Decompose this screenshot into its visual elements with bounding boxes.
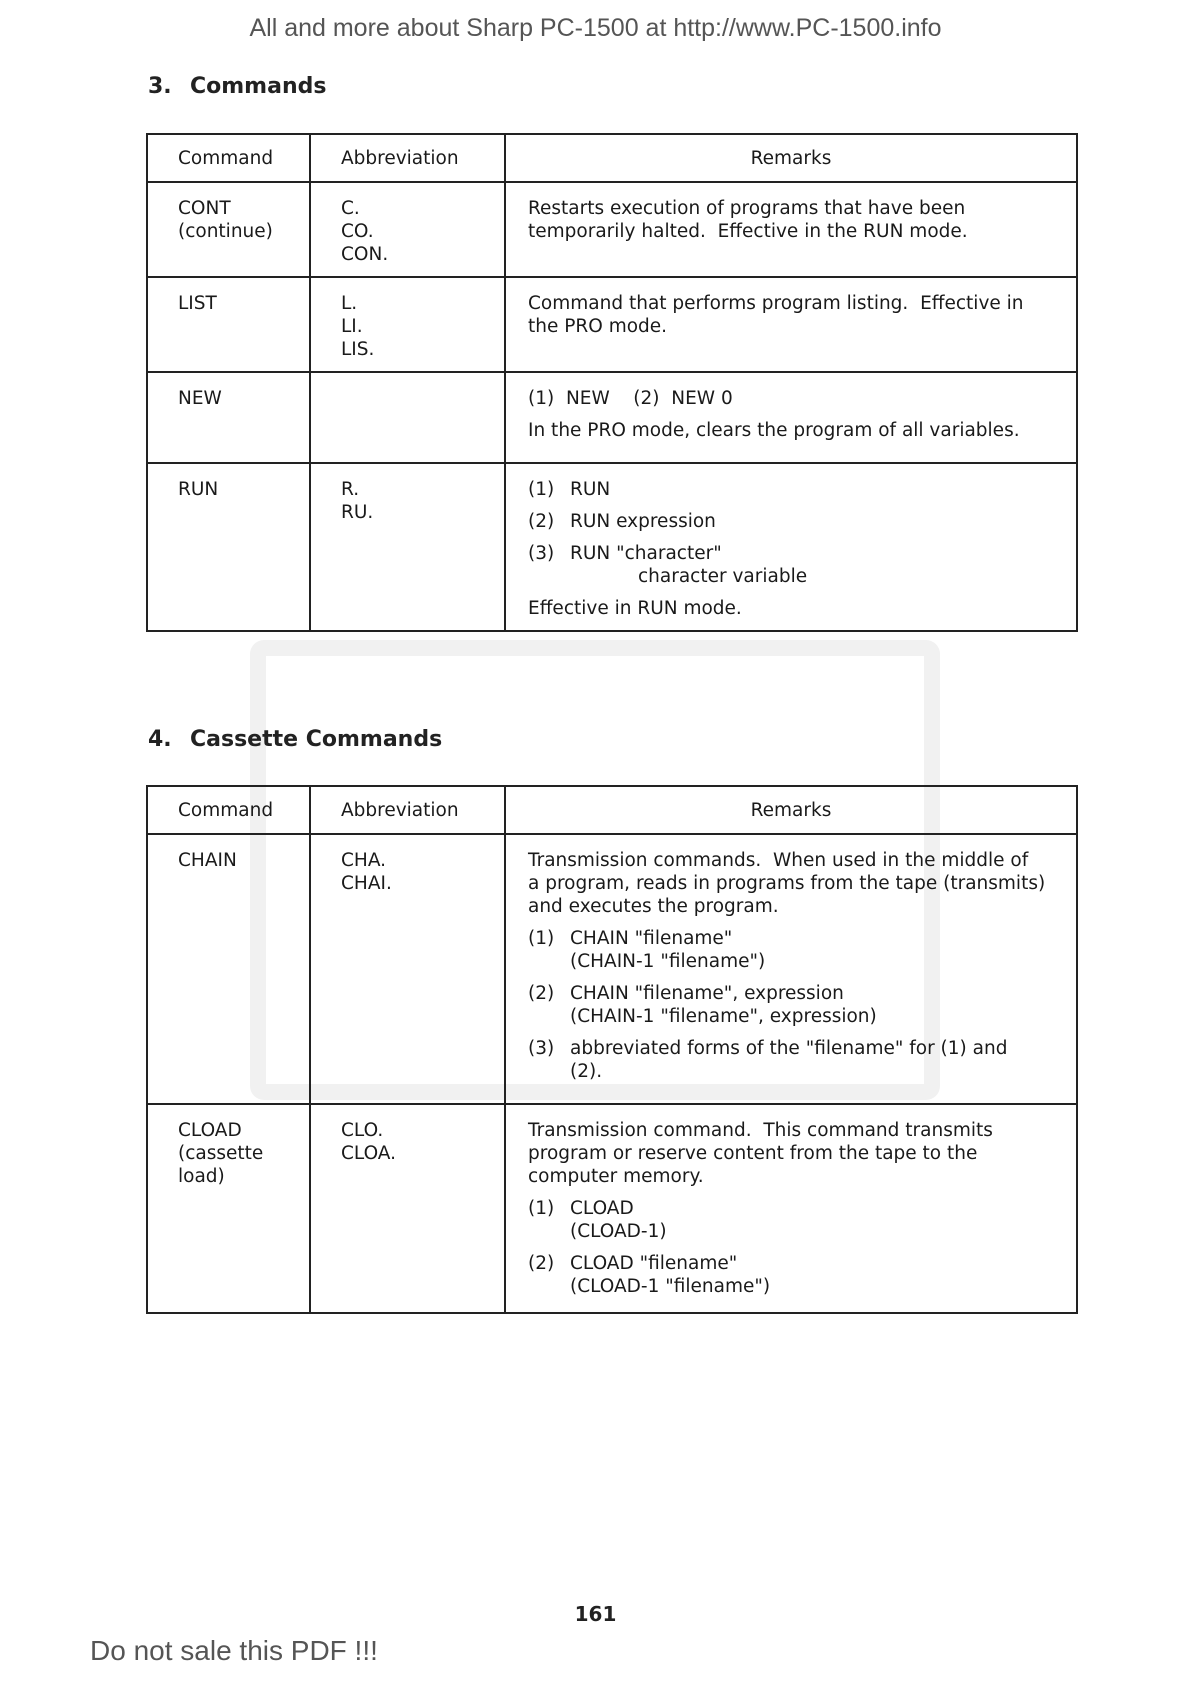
command-name: LIST	[178, 293, 217, 314]
section-3-title	[148, 74, 326, 99]
syntax-item: (1) CLOAD (CLOAD-1)	[528, 1198, 667, 1242]
table-row	[147, 182, 1077, 277]
section-heading: Cassette Commands	[190, 727, 443, 752]
syntax-item: (3) abbreviated forms of the "filename" for (1) and (2).	[528, 1038, 1008, 1082]
abbreviation: LI.	[341, 316, 363, 337]
syntax-item: (2) CLOAD "filename" (CLOAD-1 "filename")	[528, 1253, 771, 1297]
abbreviation: CLO.	[341, 1120, 384, 1141]
syntax-item: (2) RUN expression	[528, 511, 716, 532]
remarks-cell	[505, 834, 1077, 1104]
remarks-line: In the PRO mode, clears the program of all variables.	[528, 420, 1020, 441]
abbreviation-cell	[310, 277, 505, 372]
command-name: CONT	[178, 198, 231, 219]
abbreviation: LIS.	[341, 339, 375, 360]
command-cell	[147, 277, 310, 372]
section-heading: Commands	[190, 74, 327, 99]
commands-table	[146, 133, 1078, 632]
abbreviation-cell	[310, 182, 505, 277]
table-row	[147, 463, 1077, 631]
table-row	[147, 834, 1077, 1104]
remarks-cell	[505, 277, 1077, 372]
abbreviation: R.	[341, 479, 360, 500]
abbreviation: C.	[341, 198, 360, 219]
remarks-line: and executes the program.	[528, 896, 779, 917]
remarks-cell	[505, 182, 1077, 277]
command-cell	[147, 372, 310, 463]
remarks-line: computer memory.	[528, 1166, 704, 1187]
column-header-command: Command	[147, 134, 310, 182]
cassette-commands-table	[146, 785, 1078, 1314]
abbreviation: CON.	[341, 244, 389, 265]
command-note: load)	[178, 1166, 225, 1187]
column-header-command: Command	[147, 786, 310, 834]
command-name: NEW	[178, 388, 222, 409]
remarks-line: Transmission command. This command transmits	[528, 1120, 993, 1141]
column-header-remarks: Remarks	[505, 786, 1077, 834]
remarks-cell	[505, 463, 1077, 631]
abbreviation-cell	[310, 372, 505, 463]
syntax-item: (1) RUN	[528, 479, 611, 500]
syntax-item: (2) CHAIN "filename", expression (CHAIN-1 "filename", expression)	[528, 983, 877, 1027]
footer-notice: Do not sale this PDF !!!	[90, 1635, 378, 1666]
abbreviation-cell	[310, 834, 505, 1104]
remarks-cell	[505, 372, 1077, 463]
abbreviation: CLOA.	[341, 1143, 397, 1164]
command-cell	[147, 463, 310, 631]
command-name: CHAIN	[178, 850, 237, 871]
remarks-line: Command that performs program listing. Effective in	[528, 293, 1024, 314]
syntax-item: (1) CHAIN "filename" (CHAIN-1 "filename")	[528, 928, 766, 972]
remarks-line: a program, reads in programs from the tape (transmits)	[528, 873, 1046, 894]
section-4-title	[148, 727, 442, 752]
table-row	[147, 1104, 1077, 1313]
table-row	[147, 277, 1077, 372]
command-name: RUN	[178, 479, 219, 500]
abbreviation: L.	[341, 293, 358, 314]
remarks-line: temporarily halted. Effective in the RUN mode.	[528, 221, 968, 242]
abbreviation: RU.	[341, 502, 374, 523]
command-cell	[147, 1104, 310, 1313]
remarks-line: (1) NEW (2) NEW 0	[528, 388, 733, 409]
abbreviation: CHA.	[341, 850, 387, 871]
abbreviation-cell	[310, 463, 505, 631]
remarks-line: Effective in RUN mode.	[528, 598, 742, 619]
syntax-continuation: character variable	[638, 566, 808, 587]
remarks-line: the PRO mode.	[528, 316, 668, 337]
page-header-banner: All and more about Sharp PC-1500 at http://www.PC-1500.info	[249, 14, 942, 42]
remarks-cell	[505, 1104, 1077, 1313]
column-header-abbreviation: Abbreviation	[310, 134, 505, 182]
table-row	[147, 372, 1077, 463]
syntax-item: (3) RUN "character"	[528, 543, 722, 564]
table-header-row	[147, 134, 1077, 182]
command-cell	[147, 834, 310, 1104]
remarks-line: program or reserve content from the tape to the	[528, 1143, 978, 1164]
command-name: CLOAD	[178, 1120, 242, 1141]
page-number: 161	[574, 1602, 617, 1626]
command-note: (continue)	[178, 221, 273, 242]
abbreviation: CO.	[341, 221, 374, 242]
section-number: 3.	[148, 74, 172, 99]
command-note: (cassette	[178, 1143, 264, 1164]
remarks-line: Restarts execution of programs that have been	[528, 198, 966, 219]
remarks-line: Transmission commands. When used in the middle of	[528, 850, 1029, 871]
command-cell	[147, 182, 310, 277]
column-header-abbreviation: Abbreviation	[310, 786, 505, 834]
table-header-row	[147, 786, 1077, 834]
abbreviation: CHAI.	[341, 873, 392, 894]
abbreviation-cell	[310, 1104, 505, 1313]
column-header-remarks: Remarks	[505, 134, 1077, 182]
section-number: 4.	[148, 727, 172, 752]
